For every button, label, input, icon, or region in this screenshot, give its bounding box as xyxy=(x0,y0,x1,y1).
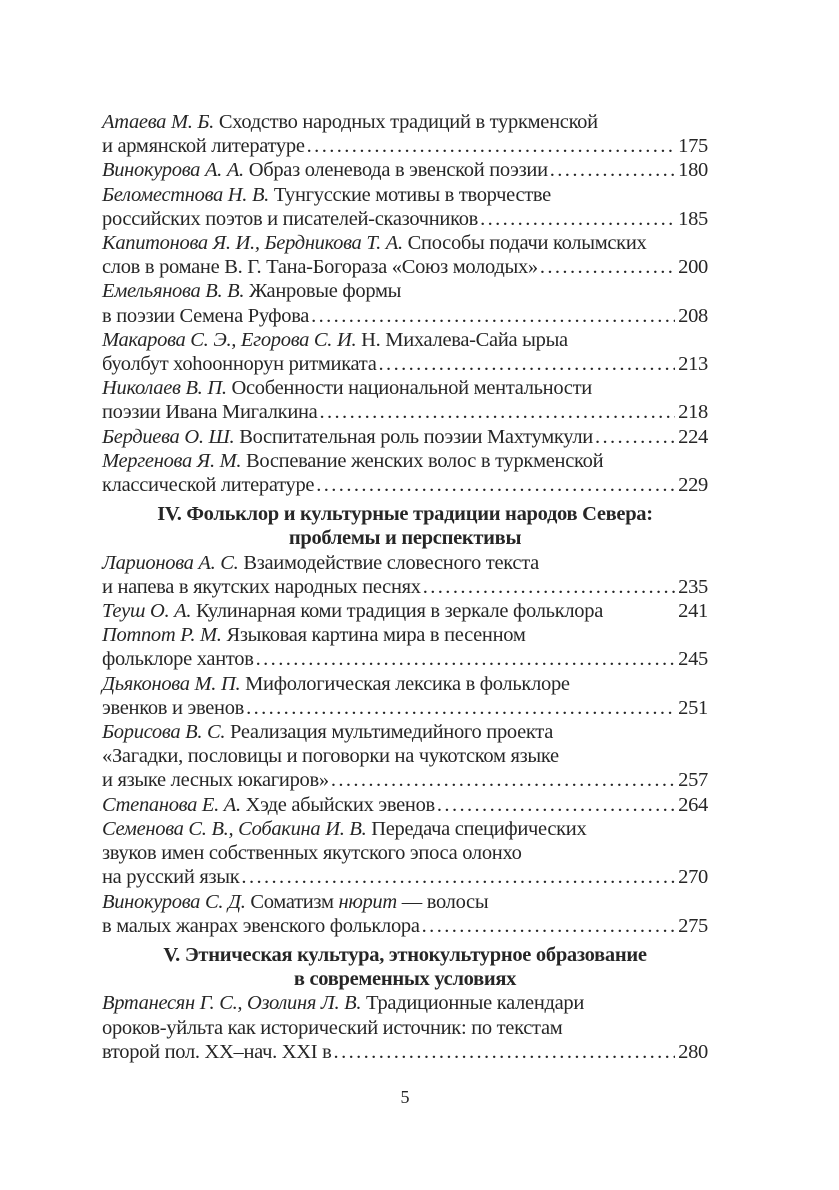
entry-title-text: Тунгусские мотивы в творчестве xyxy=(269,183,551,206)
entry-text xyxy=(102,328,568,352)
section-heading-line: IV. Фольклор и культурные традиции народов Севера: xyxy=(157,503,653,526)
entry-page-number: 257 xyxy=(678,769,708,792)
entry-title-text: и напева в якутских народных песнях xyxy=(102,575,421,598)
entry-title-text: — волосы xyxy=(396,890,489,913)
toc-entry-line xyxy=(102,890,708,914)
entry-page-number: 275 xyxy=(678,914,708,937)
toc xyxy=(102,110,708,1064)
entry-title-text: российских поэтов и писателей-сказочников xyxy=(102,207,479,230)
entry-title-text: Н. Михалева-Сайа ырыа xyxy=(356,328,568,351)
toc-entry-line xyxy=(102,400,708,424)
author-name: Ларионова А. С. xyxy=(102,551,239,574)
entry-text xyxy=(102,623,526,647)
entry-text xyxy=(102,768,329,792)
toc-entry-line xyxy=(102,841,708,865)
entry-text xyxy=(102,672,570,696)
entry-title-text: Жанровые формы xyxy=(244,280,402,303)
author-name: Винокурова С. Д. xyxy=(102,890,246,913)
entry-text xyxy=(102,841,522,865)
entry-text xyxy=(102,793,435,817)
entry-title-text: в поэзии Семена Руфова xyxy=(102,304,310,327)
entry-title-text: в малых жанрах эвенского фольклора xyxy=(102,914,420,937)
toc-entry-line xyxy=(102,207,708,231)
entry-title-text: и армянской литературе xyxy=(102,135,305,158)
toc-entry-line xyxy=(102,449,708,473)
dot-leader xyxy=(311,304,675,328)
entry-page-number: 185 xyxy=(678,207,708,230)
entry-text xyxy=(102,207,478,231)
toc-entry-line xyxy=(102,231,708,255)
entry-page-number: 224 xyxy=(678,425,708,448)
entry-text xyxy=(102,376,592,400)
entry-text xyxy=(102,473,314,497)
entry-title-text: эвенков и эвенов xyxy=(102,696,245,719)
dot-leader xyxy=(540,255,675,279)
entry-title-text: Соматизм xyxy=(245,890,339,913)
entry-text xyxy=(102,110,598,134)
entry-title-text: Мифологическая лексика в фольклоре xyxy=(240,672,570,695)
author-name: Вртанесян Г. С., Озолиня Л. В. xyxy=(102,992,362,1015)
toc-entry-line xyxy=(102,696,708,720)
toc-entry-line xyxy=(102,793,708,817)
entry-text xyxy=(102,696,244,720)
dot-leader xyxy=(331,768,675,792)
entry-text xyxy=(102,425,593,449)
toc-entry-line xyxy=(102,328,708,352)
entry-title-text: слов в романе В. Г. Тана-Богораза «Союз молодых» xyxy=(102,256,538,279)
author-name: Потпот Р. М. xyxy=(102,624,222,647)
entry-title-text: Взаимодействие словесного текста xyxy=(238,551,539,574)
entry-title-text: и языке лесных юкагиров» xyxy=(102,769,329,792)
toc-entry-line xyxy=(102,647,708,671)
entry-text xyxy=(102,352,377,376)
entry-page-number: 251 xyxy=(678,696,708,719)
entry-text xyxy=(102,1016,562,1040)
entry-title-text: Воспитательная роль поэзии Махтумкули xyxy=(234,425,593,448)
toc-entry-line xyxy=(102,183,708,207)
toc-entry-line xyxy=(102,623,708,647)
entry-title-text: Хэде абыйских эвенов xyxy=(240,793,435,816)
entry-page-number: 280 xyxy=(678,1040,708,1063)
entry-title-text: Воспевание женских волос в туркменской xyxy=(241,449,604,472)
entry-page-number: 235 xyxy=(678,575,708,598)
toc-entry-line xyxy=(102,473,708,497)
dot-leader xyxy=(595,425,675,449)
toc-entry-line xyxy=(102,158,708,182)
toc-entry-line xyxy=(102,255,708,279)
entry-page-number: 245 xyxy=(678,648,708,671)
dot-leader xyxy=(437,793,675,817)
entry-text xyxy=(102,991,584,1015)
entry-text xyxy=(102,575,421,599)
entry-text xyxy=(102,914,420,938)
toc-entry-line xyxy=(102,1040,708,1064)
entry-page-number: 200 xyxy=(678,256,708,279)
entry-text xyxy=(102,817,586,841)
toc-entry-line xyxy=(102,279,708,303)
author-name: Дьяконова М. П. xyxy=(102,672,241,695)
toc-entry-line xyxy=(102,744,708,768)
entry-text xyxy=(102,183,551,207)
entry-text xyxy=(102,1040,332,1064)
author-name: Семенова С. В., Собакина И. В. xyxy=(102,817,367,840)
author-name: Николаев В. П. xyxy=(102,377,227,400)
entry-text xyxy=(102,279,401,303)
toc-entry-line xyxy=(102,425,708,449)
entry-page-number: 218 xyxy=(678,401,708,424)
entry-title-text: фольклоре хантов xyxy=(102,648,254,671)
entry-text xyxy=(102,647,254,671)
entry-page-number: 180 xyxy=(678,159,708,182)
dot-leader xyxy=(422,914,675,938)
toc-entry-line xyxy=(102,304,708,328)
entry-text xyxy=(102,158,548,182)
entry-text xyxy=(102,255,538,279)
toc-entry-line xyxy=(102,1016,708,1040)
entry-title-text: Традиционные календари xyxy=(361,992,585,1015)
dot-leader xyxy=(550,158,675,182)
entry-page-number: 264 xyxy=(678,793,708,816)
section-heading-line: проблемы и перспективы xyxy=(288,527,522,550)
author-name: Атаева М. Б. xyxy=(102,111,215,133)
author-name: нюрит xyxy=(338,890,397,913)
toc-entry-line xyxy=(102,991,708,1015)
entry-title-text: ороков-уйльта как исторический источник: по текстам xyxy=(102,1016,563,1039)
entry-title-text: Языковая картина мира в песенном xyxy=(221,624,526,647)
entry-text xyxy=(102,231,646,255)
entry-title-text: Кулинарная коми традиция в зеркале фольклора xyxy=(191,600,603,623)
entry-text xyxy=(102,720,553,744)
toc-entry-line xyxy=(102,672,708,696)
toc-entry-line xyxy=(102,110,708,134)
toc-entry-line xyxy=(102,551,708,575)
toc-entry-line xyxy=(102,352,708,376)
author-name: Емельянова В. В. xyxy=(102,280,245,303)
toc-entry-line xyxy=(102,865,708,889)
toc-entry-line xyxy=(102,599,708,623)
entry-title-text: на русский язык xyxy=(102,866,240,889)
dot-leader xyxy=(319,400,675,424)
author-name: Винокурова А. А. xyxy=(102,159,244,182)
entry-page-number: 208 xyxy=(678,304,708,327)
entry-title-text: Особенности национальной ментальности xyxy=(226,377,592,400)
author-name: Бердиева О. Ш. xyxy=(102,425,235,448)
entry-text xyxy=(102,551,539,575)
dot-leader xyxy=(241,865,675,889)
dot-leader xyxy=(246,696,675,720)
toc-entry-line xyxy=(102,575,708,599)
toc-entry-line xyxy=(102,768,708,792)
toc-section-1 xyxy=(102,502,708,938)
author-name: Макарова С. Э., Егорова С. И. xyxy=(102,328,357,351)
entry-title-text: поэзии Ивана Мигалкина xyxy=(102,401,318,424)
entry-text xyxy=(102,134,305,158)
dot-leader xyxy=(480,207,675,231)
entry-text xyxy=(102,449,603,473)
entry-title-text: «Загадки, пословицы и поговорки на чукотском языке xyxy=(102,745,559,768)
entry-page-number: 213 xyxy=(678,353,708,376)
entry-text xyxy=(102,865,239,889)
page-number: 5 xyxy=(400,1087,410,1107)
author-name: Теуш О. А. xyxy=(102,600,192,623)
dot-leader xyxy=(256,647,676,671)
entry-title-text: Способы подачи колымских xyxy=(402,232,647,255)
dot-leader xyxy=(334,1040,676,1064)
author-name: Борисова В. С. xyxy=(102,721,226,744)
entry-text xyxy=(102,744,559,768)
entry-title-text: Реализация мультимедийного проекта xyxy=(225,721,553,744)
toc-entry-line xyxy=(102,376,708,400)
entry-page-number: 241 xyxy=(678,600,708,623)
entry-page-number: 270 xyxy=(678,866,708,889)
toc-entry-line xyxy=(102,817,708,841)
section-heading-line: в современных условиях xyxy=(293,968,517,991)
entry-title-text: второй пол. XX–нач. XXI в xyxy=(102,1040,332,1063)
entry-text xyxy=(102,599,603,623)
dot-leader xyxy=(316,473,675,497)
entry-title-text: классической литературе xyxy=(102,474,315,497)
entry-page-number: 229 xyxy=(678,474,708,497)
toc-section-2 xyxy=(102,943,708,1064)
entry-title-text: звуков имен собственных якутского эпоса олонхо xyxy=(102,842,522,865)
toc-entry-line xyxy=(102,914,708,938)
entry-text xyxy=(102,304,309,328)
dot-leader xyxy=(423,575,675,599)
toc-entry-line xyxy=(102,134,708,158)
author-name: Беломестнова Н. В. xyxy=(102,183,270,206)
toc-entry-line xyxy=(102,720,708,744)
entry-title-text: буолбут хоһооннорун ритмиката xyxy=(102,353,377,376)
author-name: Капитонова Я. И., Бердникова Т. А. xyxy=(102,232,403,255)
dot-leader xyxy=(307,134,676,158)
entry-title-text: Образ оленевода в эвенской поэзии xyxy=(243,159,548,182)
entry-text xyxy=(102,400,317,424)
entry-title-text: Передача специфических xyxy=(366,817,587,840)
entry-title-text: Сходство народных традиций в туркменской xyxy=(214,111,598,133)
toc-section-0 xyxy=(102,110,708,497)
section-heading-line: V. Этническая культура, этнокультурное образование xyxy=(163,943,647,966)
entry-text xyxy=(102,890,488,914)
dot-leader xyxy=(379,352,676,376)
entry-page-number: 175 xyxy=(678,135,708,158)
author-name: Степанова Е. А. xyxy=(102,793,241,816)
author-name: Мергенова Я. М. xyxy=(102,449,242,472)
